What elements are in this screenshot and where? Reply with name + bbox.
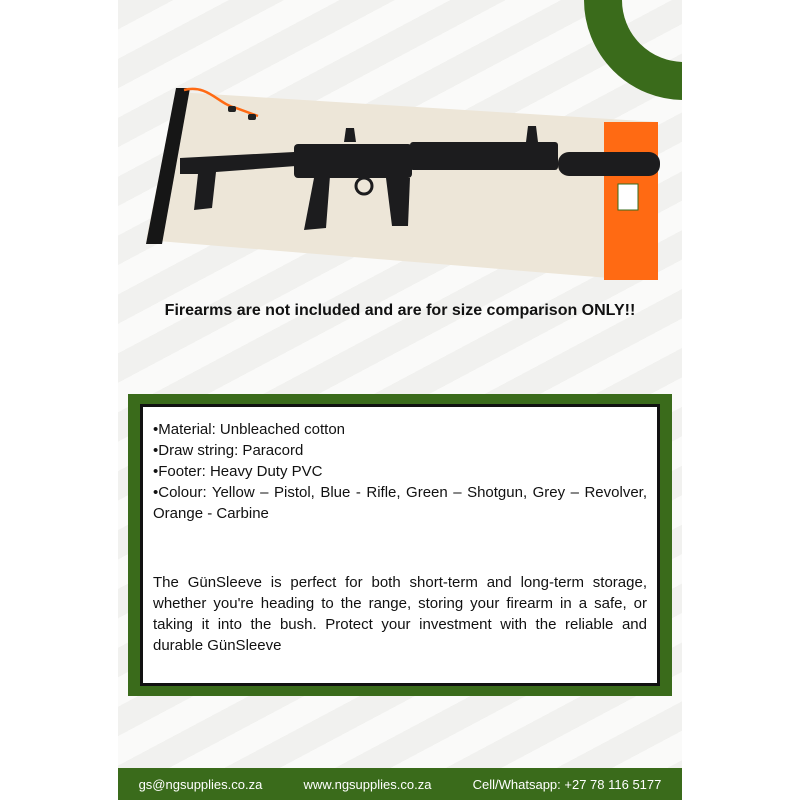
brand-label (618, 184, 638, 210)
contact-footer (118, 768, 682, 800)
spec-item-material: •Material: Unbleached cotton (153, 421, 346, 438)
contact-email[interactable]: gs@ngsupplies.co.za (138, 776, 263, 792)
product-description: The GünSleeve is perfect for both short-term and long-term storage, whether you're heading to the range, storing your firearm in a safe, or taking it into the bush. Protect your investment with the reliable and durable GünSleeve (153, 574, 647, 654)
cord-stopper (228, 106, 236, 112)
cord-stopper (248, 114, 256, 120)
contact-website[interactable]: www.ngsupplies.co.za (303, 776, 432, 792)
spec-item-drawstring: •Draw string: Paracord (153, 442, 304, 459)
spec-item-footer: •Footer: Heavy Duty PVC (153, 463, 323, 480)
specs-panel (128, 394, 672, 696)
product-flyer (118, 0, 682, 800)
contact-phone[interactable]: Cell/Whatsapp: +27 78 116 5177 (472, 776, 662, 792)
product-photo (118, 80, 682, 280)
disclaimer-text: Firearms are not included and are for size comparison ONLY!! (164, 302, 636, 319)
spec-list (153, 419, 647, 524)
spec-item-colour: •Colour: Yellow – Pistol, Blue - Rifle, Green – Shotgun, Grey – Revolver, Orange - Carbine (153, 484, 647, 522)
specs-box (140, 404, 660, 686)
